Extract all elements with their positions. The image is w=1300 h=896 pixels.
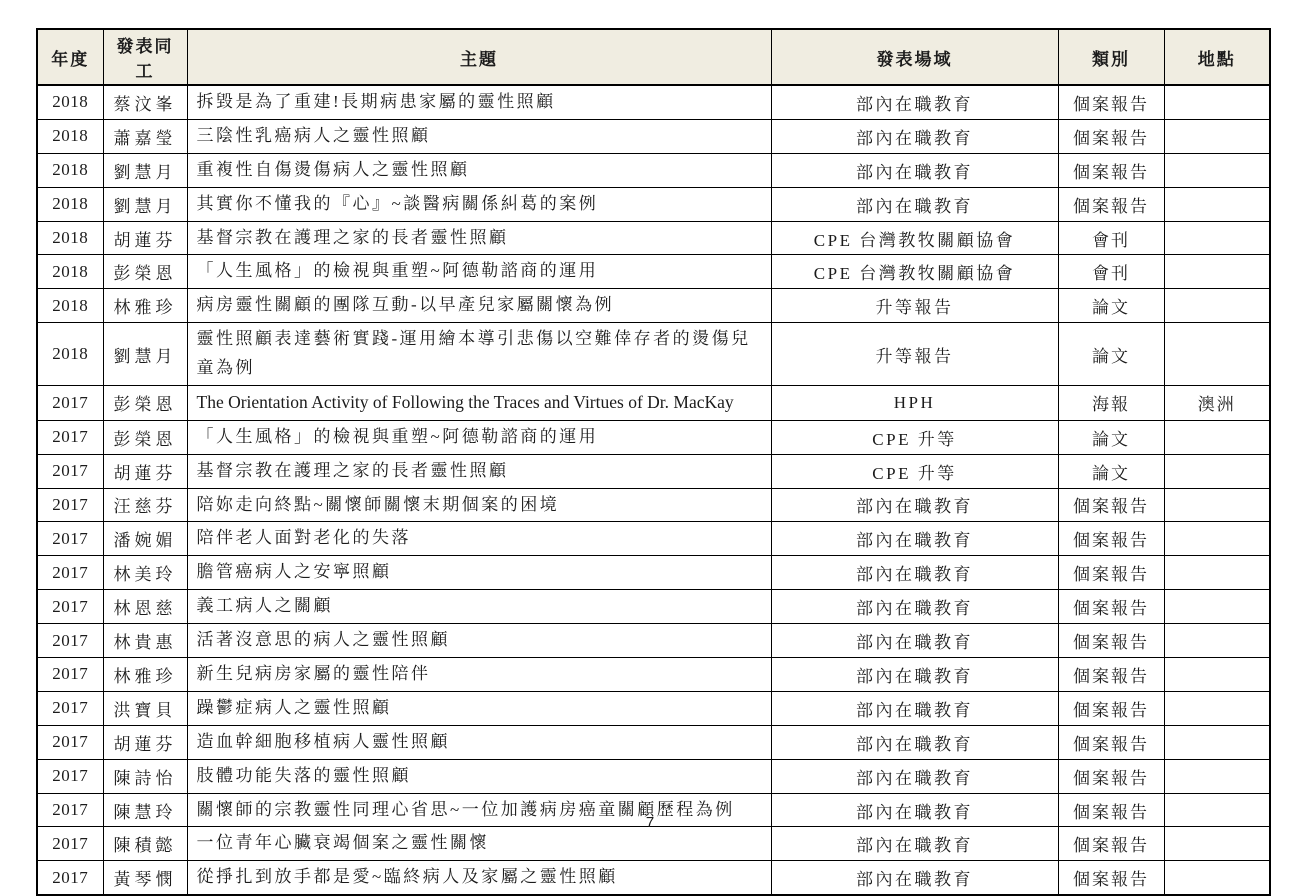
cell-topic: 膽管癌病人之安寧照顧 <box>187 556 771 590</box>
column-header-presenter: 發表同工 <box>103 29 187 85</box>
cell-category: 個案報告 <box>1058 658 1164 692</box>
column-header-year: 年度 <box>37 29 103 85</box>
cell-venue: 部內在職教育 <box>771 759 1058 793</box>
cell-venue: 部內在職教育 <box>771 85 1058 119</box>
cell-category: 個案報告 <box>1058 590 1164 624</box>
cell-location <box>1164 187 1270 221</box>
cell-category: 個案報告 <box>1058 759 1164 793</box>
cell-location: 澳洲 <box>1164 386 1270 421</box>
cell-category: 個案報告 <box>1058 556 1164 590</box>
cell-location <box>1164 556 1270 590</box>
cell-category: 個案報告 <box>1058 85 1164 119</box>
cell-presenter: 汪慈芬 <box>103 488 187 522</box>
table-row <box>37 590 1270 624</box>
cell-topic: 拆毀是為了重建!長期病患家屬的靈性照顧 <box>187 85 771 119</box>
cell-topic: 躁鬱症病人之靈性照顧 <box>187 691 771 725</box>
column-header-venue: 發表場域 <box>771 29 1058 85</box>
cell-presenter: 胡蓮芬 <box>103 454 187 488</box>
cell-location <box>1164 522 1270 556</box>
cell-year: 2018 <box>37 323 103 386</box>
cell-topic: 「人生風格」的檢視與重塑~阿德勒諮商的運用 <box>187 255 771 289</box>
table-row <box>37 221 1270 255</box>
cell-venue: 部內在職教育 <box>771 624 1058 658</box>
cell-year: 2017 <box>37 590 103 624</box>
cell-year: 2017 <box>37 556 103 590</box>
table-row <box>37 861 1270 895</box>
cell-presenter: 劉慧月 <box>103 323 187 386</box>
cell-topic: 三陰性乳癌病人之靈性照顧 <box>187 119 771 153</box>
cell-category: 個案報告 <box>1058 187 1164 221</box>
cell-year: 2017 <box>37 759 103 793</box>
cell-category: 個案報告 <box>1058 725 1164 759</box>
cell-topic: 靈性照顧表達藝術實踐-運用繪本導引悲傷以空難倖存者的燙傷兒童為例 <box>187 323 771 386</box>
cell-presenter: 林恩慈 <box>103 590 187 624</box>
cell-venue: CPE 台灣教牧關顧協會 <box>771 255 1058 289</box>
cell-location <box>1164 454 1270 488</box>
table-row <box>37 187 1270 221</box>
table-row <box>37 289 1270 323</box>
cell-year: 2018 <box>37 221 103 255</box>
table-row <box>37 386 1270 421</box>
cell-topic: 關懷師的宗教靈性同理心省思~一位加護病房癌童關顧歷程為例 <box>187 793 771 827</box>
cell-topic: 一位青年心臟衰竭個案之靈性關懷 <box>187 827 771 861</box>
table-body <box>37 85 1270 895</box>
table-row <box>37 725 1270 759</box>
cell-presenter: 陳積懿 <box>103 827 187 861</box>
cell-topic: 造血幹細胞移植病人靈性照顧 <box>187 725 771 759</box>
cell-year: 2017 <box>37 454 103 488</box>
cell-venue: 部內在職教育 <box>771 522 1058 556</box>
cell-venue: 升等報告 <box>771 323 1058 386</box>
cell-topic: 從掙扎到放手都是愛~臨終病人及家屬之靈性照顧 <box>187 861 771 895</box>
cell-presenter: 陳詩怡 <box>103 759 187 793</box>
cell-location <box>1164 590 1270 624</box>
cell-presenter: 蕭嘉瑩 <box>103 119 187 153</box>
cell-venue: 部內在職教育 <box>771 861 1058 895</box>
cell-venue: 部內在職教育 <box>771 691 1058 725</box>
cell-presenter: 林雅珍 <box>103 289 187 323</box>
cell-category: 論文 <box>1058 323 1164 386</box>
cell-topic: 陪伴老人面對老化的失落 <box>187 522 771 556</box>
table-row <box>37 255 1270 289</box>
cell-presenter: 劉慧月 <box>103 187 187 221</box>
cell-topic: 基督宗教在護理之家的長者靈性照顧 <box>187 221 771 255</box>
cell-topic: 活著沒意思的病人之靈性照顧 <box>187 624 771 658</box>
cell-presenter: 林美玲 <box>103 556 187 590</box>
cell-year: 2017 <box>37 725 103 759</box>
cell-location <box>1164 691 1270 725</box>
table-row <box>37 522 1270 556</box>
cell-venue: CPE 台灣教牧關顧協會 <box>771 221 1058 255</box>
cell-category: 會刊 <box>1058 255 1164 289</box>
publications-table <box>36 28 1271 896</box>
cell-venue: HPH <box>771 386 1058 421</box>
cell-category: 個案報告 <box>1058 827 1164 861</box>
cell-venue: 部內在職教育 <box>771 187 1058 221</box>
column-header-location: 地點 <box>1164 29 1270 85</box>
table-row <box>37 827 1270 861</box>
cell-category: 個案報告 <box>1058 861 1164 895</box>
cell-year: 2018 <box>37 187 103 221</box>
cell-year: 2018 <box>37 153 103 187</box>
cell-category: 會刊 <box>1058 221 1164 255</box>
cell-category: 個案報告 <box>1058 488 1164 522</box>
cell-year: 2018 <box>37 85 103 119</box>
cell-topic: 病房靈性關顧的團隊互動-以早產兒家屬關懷為例 <box>187 289 771 323</box>
cell-location <box>1164 255 1270 289</box>
cell-year: 2017 <box>37 522 103 556</box>
cell-topic: 肢體功能失落的靈性照顧 <box>187 759 771 793</box>
cell-location <box>1164 119 1270 153</box>
cell-location <box>1164 289 1270 323</box>
cell-year: 2017 <box>37 861 103 895</box>
cell-venue: CPE 升等 <box>771 454 1058 488</box>
cell-topic: 「人生風格」的檢視與重塑~阿德勒諮商的運用 <box>187 420 771 454</box>
cell-topic: 重複性自傷燙傷病人之靈性照顧 <box>187 153 771 187</box>
column-header-category: 類別 <box>1058 29 1164 85</box>
cell-presenter: 彭榮恩 <box>103 420 187 454</box>
cell-topic: 基督宗教在護理之家的長者靈性照顧 <box>187 454 771 488</box>
cell-location <box>1164 488 1270 522</box>
cell-presenter: 林貴惠 <box>103 624 187 658</box>
cell-venue: 部內在職教育 <box>771 119 1058 153</box>
table-row <box>37 624 1270 658</box>
cell-year: 2017 <box>37 488 103 522</box>
table-row <box>37 759 1270 793</box>
cell-category: 個案報告 <box>1058 522 1164 556</box>
cell-year: 2017 <box>37 624 103 658</box>
cell-location <box>1164 420 1270 454</box>
table-row <box>37 488 1270 522</box>
cell-location <box>1164 827 1270 861</box>
cell-location <box>1164 85 1270 119</box>
cell-location <box>1164 323 1270 386</box>
cell-category: 論文 <box>1058 289 1164 323</box>
cell-year: 2018 <box>37 289 103 323</box>
cell-year: 2018 <box>37 255 103 289</box>
cell-venue: 部內在職教育 <box>771 153 1058 187</box>
cell-year: 2017 <box>37 691 103 725</box>
cell-category: 個案報告 <box>1058 793 1164 827</box>
cell-venue: 升等報告 <box>771 289 1058 323</box>
cell-category: 論文 <box>1058 420 1164 454</box>
cell-presenter: 胡蓮芬 <box>103 725 187 759</box>
table-row <box>37 556 1270 590</box>
cell-presenter: 彭榮恩 <box>103 386 187 421</box>
cell-year: 2018 <box>37 119 103 153</box>
cell-location <box>1164 221 1270 255</box>
table-row <box>37 658 1270 692</box>
cell-venue: 部內在職教育 <box>771 658 1058 692</box>
cell-venue: 部內在職教育 <box>771 725 1058 759</box>
cell-venue: CPE 升等 <box>771 420 1058 454</box>
cell-venue: 部內在職教育 <box>771 590 1058 624</box>
cell-presenter: 潘婉媚 <box>103 522 187 556</box>
cell-presenter: 劉慧月 <box>103 153 187 187</box>
table-row <box>37 153 1270 187</box>
cell-year: 2017 <box>37 827 103 861</box>
cell-presenter: 陳慧玲 <box>103 793 187 827</box>
cell-year: 2017 <box>37 420 103 454</box>
cell-category: 個案報告 <box>1058 624 1164 658</box>
table-header-row <box>37 29 1270 85</box>
cell-year: 2017 <box>37 386 103 421</box>
cell-location <box>1164 725 1270 759</box>
cell-venue: 部內在職教育 <box>771 556 1058 590</box>
cell-location <box>1164 759 1270 793</box>
cell-venue: 部內在職教育 <box>771 793 1058 827</box>
cell-topic: The Orientation Activity of Following the Traces and Virtues of Dr. MacKay <box>187 386 771 421</box>
table-row <box>37 691 1270 725</box>
cell-topic: 陪妳走向終點~關懷師關懷末期個案的困境 <box>187 488 771 522</box>
page-number: 7 <box>645 814 655 831</box>
table-row <box>37 454 1270 488</box>
cell-category: 個案報告 <box>1058 691 1164 725</box>
table-row <box>37 420 1270 454</box>
cell-category: 論文 <box>1058 454 1164 488</box>
cell-location <box>1164 624 1270 658</box>
cell-category: 海報 <box>1058 386 1164 421</box>
cell-presenter: 蔡汶峯 <box>103 85 187 119</box>
cell-presenter: 胡蓮芬 <box>103 221 187 255</box>
cell-venue: 部內在職教育 <box>771 488 1058 522</box>
cell-topic: 其實你不懂我的『心』~談醫病關係糾葛的案例 <box>187 187 771 221</box>
cell-year: 2017 <box>37 658 103 692</box>
cell-category: 個案報告 <box>1058 153 1164 187</box>
cell-topic: 新生兒病房家屬的靈性陪伴 <box>187 658 771 692</box>
cell-presenter: 林雅珍 <box>103 658 187 692</box>
cell-location <box>1164 658 1270 692</box>
cell-venue: 部內在職教育 <box>771 827 1058 861</box>
table-row <box>37 119 1270 153</box>
table-row <box>37 85 1270 119</box>
cell-presenter: 黃琴憫 <box>103 861 187 895</box>
cell-category: 個案報告 <box>1058 119 1164 153</box>
column-header-topic: 主題 <box>187 29 771 85</box>
table-row <box>37 323 1270 386</box>
cell-presenter: 洪寶貝 <box>103 691 187 725</box>
cell-presenter: 彭榮恩 <box>103 255 187 289</box>
cell-year: 2017 <box>37 793 103 827</box>
cell-topic: 義工病人之關顧 <box>187 590 771 624</box>
cell-location <box>1164 861 1270 895</box>
cell-location <box>1164 153 1270 187</box>
